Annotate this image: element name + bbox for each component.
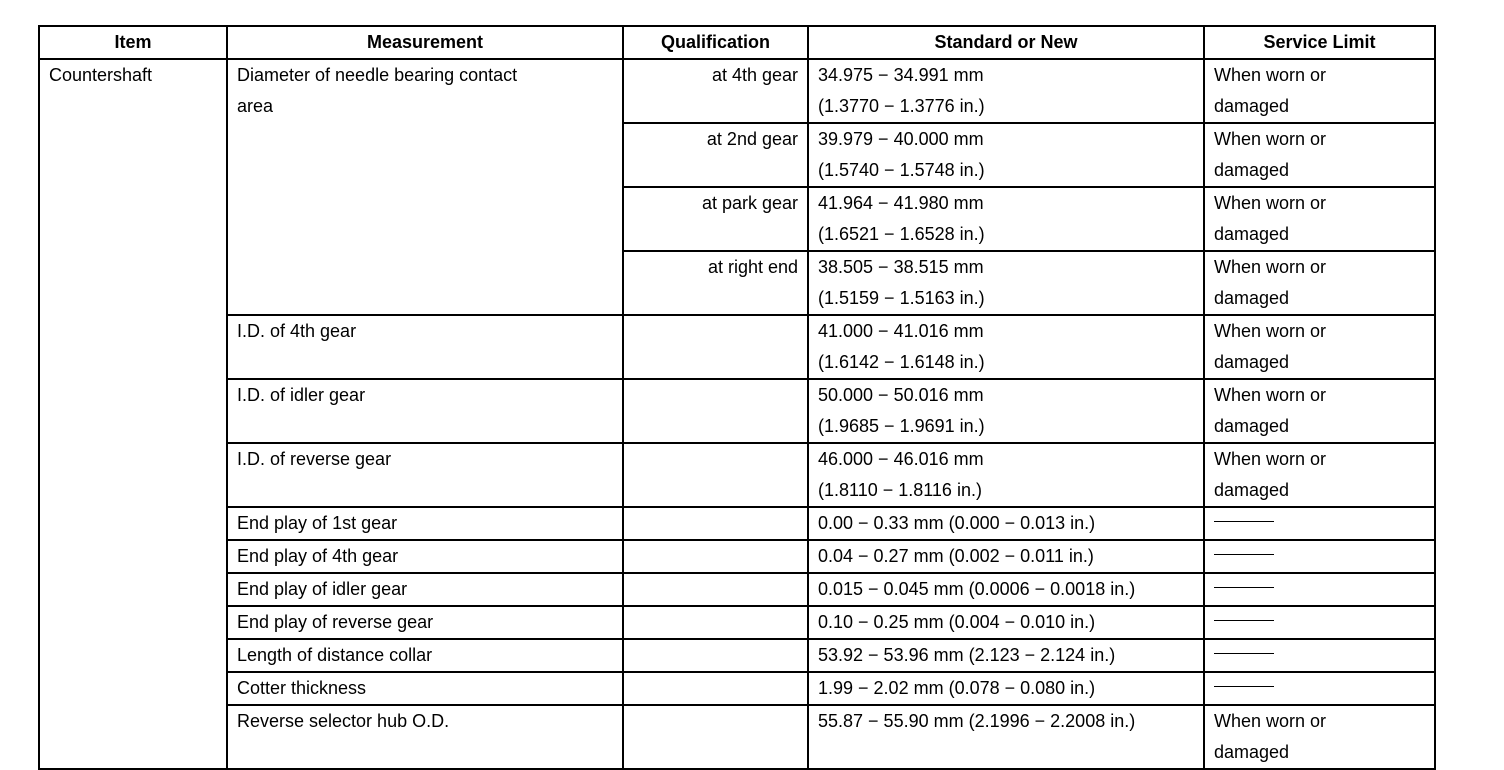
no-limit-dash (1214, 686, 1274, 687)
qualification-cell (623, 672, 808, 705)
standard-cell: 0.10 − 0.25 mm (0.004 − 0.010 in.) (808, 606, 1204, 639)
standard-cell (808, 251, 1204, 315)
standard-cell: 55.87 − 55.90 mm (2.1996 − 2.2008 in.) (808, 705, 1204, 769)
qualification-cell (623, 705, 808, 769)
measurement-cell: End play of 4th gear (227, 540, 623, 573)
limit-line: damaged (1214, 742, 1290, 762)
standard-cell (808, 123, 1204, 187)
qualification-cell: at 4th gear (623, 59, 808, 123)
table-row (39, 540, 1435, 573)
service-limit-cell (1204, 705, 1435, 769)
qualification-cell (623, 379, 808, 443)
standard-cell: 0.015 − 0.045 mm (0.0006 − 0.0018 in.) (808, 573, 1204, 606)
table-row (39, 672, 1435, 705)
service-limit-cell (1204, 606, 1435, 639)
measurement-line: area (237, 96, 274, 116)
table-row (39, 315, 1435, 379)
standard-mm: 34.975 − 34.991 mm (818, 65, 984, 85)
limit-line: When worn or (1214, 321, 1327, 341)
table-row (39, 507, 1435, 540)
qualification-cell: at park gear (623, 187, 808, 251)
standard-mm: 41.964 − 41.980 mm (818, 193, 984, 213)
standard-mm: 38.505 − 38.515 mm (818, 257, 984, 277)
limit-line: damaged (1214, 352, 1290, 372)
no-limit-dash (1214, 587, 1274, 588)
header-item: Item (39, 26, 227, 59)
service-limit-cell (1204, 59, 1435, 123)
service-limit-cell (1204, 573, 1435, 606)
service-limit-cell (1204, 251, 1435, 315)
table-row (39, 379, 1435, 443)
service-limit-cell (1204, 507, 1435, 540)
standard-cell: 1.99 − 2.02 mm (0.078 − 0.080 in.) (808, 672, 1204, 705)
spec-table (38, 25, 1436, 770)
limit-line: damaged (1214, 416, 1290, 436)
limit-line: When worn or (1214, 193, 1327, 213)
qualification-cell (623, 606, 808, 639)
standard-cell (808, 315, 1204, 379)
header-service-limit: Service Limit (1204, 26, 1435, 59)
measurement-cell: Reverse selector hub O.D. (227, 705, 623, 769)
limit-line: damaged (1214, 96, 1290, 116)
standard-cell (808, 379, 1204, 443)
limit-line: damaged (1214, 160, 1290, 180)
service-limit-cell (1204, 672, 1435, 705)
table-row (39, 573, 1435, 606)
measurement-cell (227, 59, 623, 315)
standard-cell (808, 59, 1204, 123)
standard-mm: 39.979 − 40.000 mm (818, 129, 984, 149)
no-limit-dash (1214, 653, 1274, 654)
table-row (39, 59, 1435, 123)
standard-mm: 46.000 − 46.016 mm (818, 449, 984, 469)
measurement-cell: I.D. of 4th gear (227, 315, 623, 379)
standard-mm: 50.000 − 50.016 mm (818, 385, 984, 405)
no-limit-dash (1214, 554, 1274, 555)
standard-in: (1.5740 − 1.5748 in.) (818, 160, 985, 180)
limit-line: When worn or (1214, 711, 1327, 731)
standard-in: (1.8110 − 1.8116 in.) (818, 480, 982, 500)
limit-line: damaged (1214, 288, 1290, 308)
table-row (39, 443, 1435, 507)
standard-in: (1.6142 − 1.6148 in.) (818, 352, 985, 372)
standard-mm: 41.000 − 41.016 mm (818, 321, 984, 341)
no-limit-dash (1214, 521, 1274, 522)
limit-line: damaged (1214, 480, 1290, 500)
header-qualification: Qualification (623, 26, 808, 59)
standard-in: (1.6521 − 1.6528 in.) (818, 224, 985, 244)
limit-line: When worn or (1214, 449, 1327, 469)
measurement-cell: Length of distance collar (227, 639, 623, 672)
standard-cell: 0.04 − 0.27 mm (0.002 − 0.011 in.) (808, 540, 1204, 573)
measurement-cell: I.D. of reverse gear (227, 443, 623, 507)
qualification-cell (623, 540, 808, 573)
limit-line: When worn or (1214, 129, 1327, 149)
service-limit-cell (1204, 540, 1435, 573)
header-row (39, 26, 1435, 59)
standard-cell (808, 187, 1204, 251)
service-limit-cell (1204, 639, 1435, 672)
limit-line: When worn or (1214, 65, 1327, 85)
limit-line: damaged (1214, 224, 1290, 244)
table-row (39, 639, 1435, 672)
no-limit-dash (1214, 620, 1274, 621)
measurement-cell: End play of reverse gear (227, 606, 623, 639)
measurement-cell: End play of idler gear (227, 573, 623, 606)
standard-in: (1.9685 − 1.9691 in.) (818, 416, 985, 436)
qualification-cell (623, 507, 808, 540)
measurement-cell: End play of 1st gear (227, 507, 623, 540)
measurement-cell: I.D. of idler gear (227, 379, 623, 443)
qualification-cell (623, 573, 808, 606)
item-cell: Countershaft (39, 59, 227, 769)
header-standard: Standard or New (808, 26, 1204, 59)
limit-line: When worn or (1214, 257, 1327, 277)
service-limit-cell (1204, 123, 1435, 187)
service-limit-cell (1204, 443, 1435, 507)
qualification-cell (623, 443, 808, 507)
standard-cell: 53.92 − 53.96 mm (2.123 − 2.124 in.) (808, 639, 1204, 672)
table-row (39, 705, 1435, 769)
measurement-line: Diameter of needle bearing contact (237, 65, 518, 85)
table-row (39, 606, 1435, 639)
standard-cell: 0.00 − 0.33 mm (0.000 − 0.013 in.) (808, 507, 1204, 540)
qualification-cell: at 2nd gear (623, 123, 808, 187)
standard-in: (1.5159 − 1.5163 in.) (818, 288, 985, 308)
service-limit-cell (1204, 187, 1435, 251)
header-measurement: Measurement (227, 26, 623, 59)
service-limit-cell (1204, 315, 1435, 379)
standard-in: (1.3770 − 1.3776 in.) (818, 96, 985, 116)
standard-cell (808, 443, 1204, 507)
service-limit-cell (1204, 379, 1435, 443)
measurement-cell: Cotter thickness (227, 672, 623, 705)
qualification-cell (623, 315, 808, 379)
qualification-cell: at right end (623, 251, 808, 315)
limit-line: When worn or (1214, 385, 1327, 405)
qualification-cell (623, 639, 808, 672)
